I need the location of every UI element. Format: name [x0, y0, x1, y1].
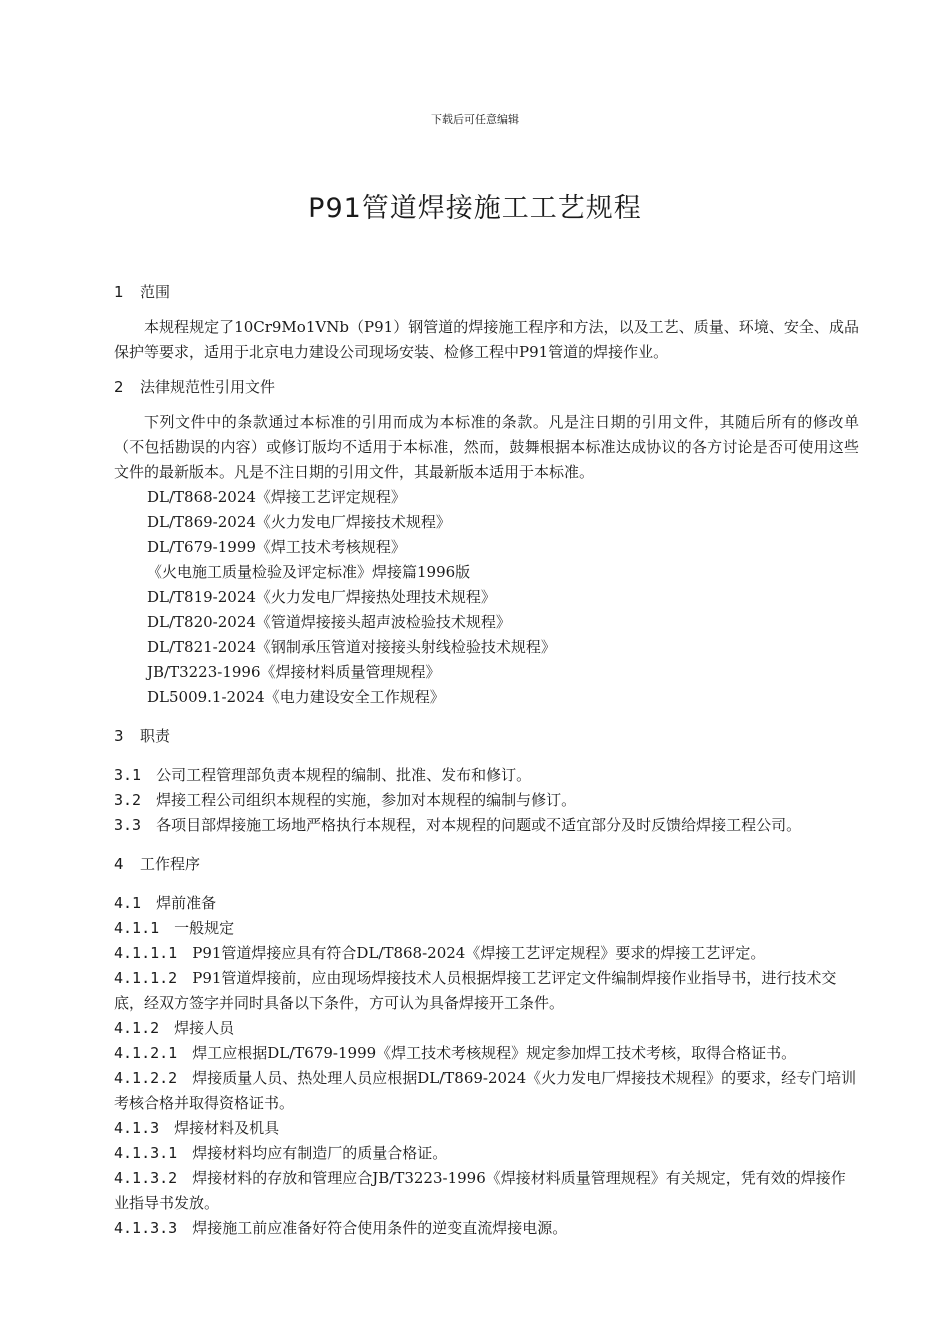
- section-heading-3: [114, 724, 859, 749]
- clause-item: [114, 916, 859, 941]
- reference-item: DL/T819-2024《火力发电厂焊接热处理技术规程》: [147, 588, 496, 606]
- clause-text: 各项目部焊接施工场地严格执行本规程，对本规程的问题或不适宜部分及时反馈给焊接工程公司。: [156, 816, 802, 834]
- clause-item: [114, 1216, 859, 1241]
- section-heading-4: [114, 852, 859, 877]
- clause-item: [114, 788, 859, 813]
- reference-item: DL/T679-1999《焊工技术考核规程》: [147, 538, 406, 556]
- clause-text: 一般规定: [174, 919, 235, 937]
- section-title: 工作程序: [140, 855, 201, 873]
- section-title: 范围: [140, 283, 171, 301]
- clause-item: [114, 1141, 859, 1166]
- reference-item: 《火电施工质量检验及评定标准》焊接篇1996版: [147, 563, 471, 581]
- section-heading-1: [114, 280, 859, 305]
- document-title: P91管道焊接施工工艺规程: [308, 193, 642, 224]
- clause-item: [114, 1016, 859, 1041]
- clause-text: 焊接材料的存放和管理应合JB/T3223-1996《焊接材料质量管理规程》有关规定，凭有效的焊接作业指导书发放。: [114, 1169, 846, 1212]
- clause-item: [114, 763, 859, 788]
- clause-number: 4.1.1.2: [114, 969, 178, 987]
- clause-item: [114, 813, 859, 838]
- section-title: 法律规范性引用文件: [140, 378, 276, 396]
- section-heading-2: [114, 375, 859, 400]
- section-title: 职责: [140, 727, 171, 745]
- clause-number: 3.3: [114, 816, 142, 834]
- clause-text: 公司工程管理部负责本规程的编制、批准、发布和修订。: [156, 766, 532, 784]
- clause-number: 3.2: [114, 791, 142, 809]
- reference-item: DL/T821-2024《钢制承压管道对接接头射线检验技术规程》: [147, 638, 556, 656]
- clause-number: 4.1.2.2: [114, 1069, 178, 1087]
- clause-item: [114, 1116, 859, 1141]
- clause-number: 4.1.3: [114, 1119, 160, 1137]
- clause-text: 焊工应根据DL/T679-1999《焊工技术考核规程》规定参加焊工技术考核，取得合格证书。: [192, 1044, 797, 1062]
- clause-number: 4.1.3.2: [114, 1169, 178, 1187]
- reference-item: DL5009.1-2024《电力建设安全工作规程》: [147, 688, 445, 706]
- document-body: [114, 280, 859, 1241]
- reference-item: DL/T868-2024《焊接工艺评定规程》: [147, 488, 406, 506]
- clause-text: 焊接人员: [174, 1019, 235, 1037]
- section-number: 4: [114, 855, 124, 873]
- clause-number: 3.1: [114, 766, 142, 784]
- clause-item: [114, 941, 859, 966]
- section-number: 1: [114, 283, 124, 301]
- clause-number: 4.1.3.1: [114, 1144, 178, 1162]
- reference-item: JB/T3223-1996《焊接材料质量管理规程》: [147, 663, 441, 681]
- section-number: 3: [114, 727, 124, 745]
- clause-text: 焊接质量人员、热处理人员应根据DL/T869-2024《火力发电厂焊接技术规程》的要求，经专门培训考核合格并取得资格证书。: [114, 1069, 857, 1112]
- clause-item: [114, 1166, 859, 1216]
- clause-item: [114, 966, 859, 1016]
- reference-item: DL/T869-2024《火力发电厂焊接技术规程》: [147, 513, 451, 531]
- clause-text: 焊接施工前应准备好符合使用条件的逆变直流焊接电源。: [192, 1219, 568, 1237]
- clause-text: 焊前准备: [156, 894, 217, 912]
- reference-item: DL/T820-2024《管道焊接接头超声波检验技术规程》: [147, 613, 511, 631]
- section-1-paragraph: 本规程规定了10Cr9Mo1VNb（P91）钢管道的焊接施工程序和方法，以及工艺、质量、环境、安全、成品保护等要求，适用于北京电力建设公司现场安装、检修工程中P91管道的焊接作业。: [114, 318, 859, 361]
- clause-number: 4.1: [114, 894, 142, 912]
- section-number: 2: [114, 378, 124, 396]
- clause-item: [114, 891, 859, 916]
- clause-item: [114, 1041, 859, 1066]
- clause-text: P91管道焊接应具有符合DL/T868-2024《焊接工艺评定规程》要求的焊接工艺评定。: [192, 944, 766, 962]
- section-2-paragraph: 下列文件中的条款通过本标准的引用而成为本标准的条款。凡是注日期的引用文件，其随后所有的修改单（不包括勘误的内容）或修订版均不适用于本标准，然而，鼓舞根据本标准达成协议的各方讨论是否可使用这些文件的最新版本。凡是不注日期的引用文件，其最新版本适用于本标准。: [114, 413, 859, 481]
- clause-number: 4.1.1: [114, 919, 160, 937]
- clause-number: 4.1.1.1: [114, 944, 178, 962]
- clause-item: [114, 1066, 859, 1116]
- header-note: 下载后可任意编辑: [431, 113, 519, 126]
- clause-number: 4.1.3.3: [114, 1219, 178, 1237]
- clause-number: 4.1.2: [114, 1019, 160, 1037]
- clause-number: 4.1.2.1: [114, 1044, 178, 1062]
- clause-text: 焊接材料及机具: [174, 1119, 280, 1137]
- clause-text: 焊接工程公司组织本规程的实施，参加对本规程的编制与修订。: [156, 791, 577, 809]
- clause-text: P91管道焊接前，应由现场焊接技术人员根据焊接工艺评定文件编制焊接作业指导书，进行技术交底，经双方签字并同时具备以下条件，方可认为具备焊接开工条件。: [114, 969, 837, 1012]
- clause-text: 焊接材料均应有制造厂的质量合格证。: [192, 1144, 448, 1162]
